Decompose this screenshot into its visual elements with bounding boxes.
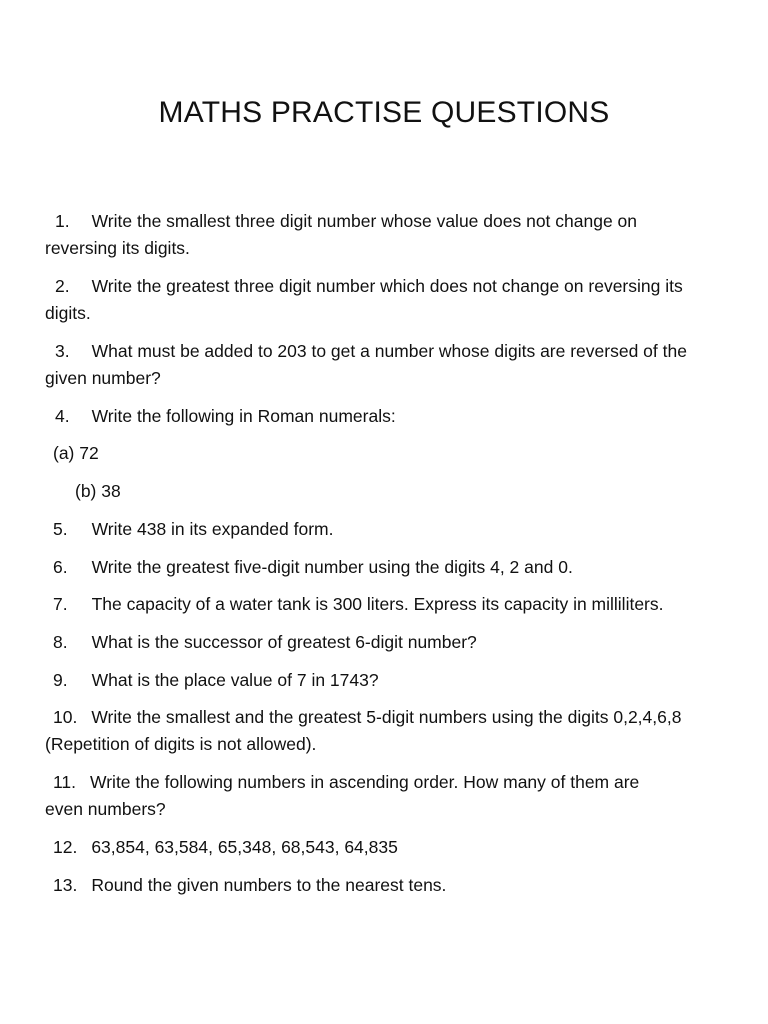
question-7 <box>45 591 735 618</box>
question-text: Write the following in Roman numerals: <box>91 406 396 426</box>
question-6 <box>45 554 735 581</box>
question-4 <box>45 403 735 430</box>
question-text: Write the following numbers in ascending order. How many of them are <box>90 772 640 792</box>
question-10 <box>45 704 735 758</box>
question-number: 7. <box>53 594 68 614</box>
question-number: 2. <box>55 276 70 296</box>
question-11 <box>45 769 735 823</box>
question-9 <box>45 667 735 694</box>
page-title: MATHS PRACTISE QUESTIONS <box>158 96 610 129</box>
question-text: Round the given numbers to the nearest tens. <box>91 875 447 895</box>
question-3 <box>45 338 735 392</box>
question-text: Write the smallest three digit number whose value does not change on <box>91 211 638 231</box>
subpart-b: (b) 38 <box>75 481 121 501</box>
question-text: What must be added to 203 to get a number whose digits are reversed of the <box>91 341 687 361</box>
question-continuation: reversing its digits. <box>45 238 190 258</box>
question-text: What is the successor of greatest 6-digit number? <box>91 632 477 652</box>
question-1 <box>45 208 735 262</box>
question-text: 63,854, 63,584, 65,348, 68,543, 64,835 <box>91 837 398 857</box>
question-text: Write the smallest and the greatest 5-digit numbers using the digits 0,2,4,6,8 <box>91 707 682 727</box>
question-number: 13. <box>53 875 78 895</box>
question-number: 1. <box>55 211 70 231</box>
question-number: 3. <box>55 341 70 361</box>
question-number: 9. <box>53 670 68 690</box>
question-number: 12. <box>53 837 78 857</box>
question-text: The capacity of a water tank is 300 liters. Express its capacity in milliliters. <box>91 594 664 614</box>
subpart-a: (a) 72 <box>53 443 99 463</box>
question-text: What is the place value of 7 in 1743? <box>91 670 379 690</box>
question-12 <box>45 834 735 861</box>
question-number: 11. <box>53 772 77 792</box>
question-text: Write the greatest five-digit number using the digits 4, 2 and 0. <box>91 557 573 577</box>
question-5 <box>45 516 735 543</box>
question-number: 10. <box>53 707 78 727</box>
question-continuation: even numbers? <box>45 799 166 819</box>
question-number: 4. <box>55 406 70 426</box>
question-continuation: given number? <box>45 368 161 388</box>
question-2 <box>45 273 735 327</box>
question-line <box>45 769 735 796</box>
question-8 <box>45 629 735 656</box>
question-line <box>45 338 735 365</box>
question-13 <box>45 872 735 899</box>
question-line <box>45 704 735 731</box>
question-number: 5. <box>53 519 68 539</box>
question-text: Write the greatest three digit number which does not change on reversing its <box>91 276 683 296</box>
question-number: 6. <box>53 557 68 577</box>
question-text: Write 438 in its expanded form. <box>91 519 334 539</box>
question-number: 8. <box>53 632 68 652</box>
question-line <box>45 273 735 300</box>
question-continuation: digits. <box>45 303 91 323</box>
question-line <box>45 208 735 235</box>
question-continuation: (Repetition of digits is not allowed). <box>45 734 317 754</box>
